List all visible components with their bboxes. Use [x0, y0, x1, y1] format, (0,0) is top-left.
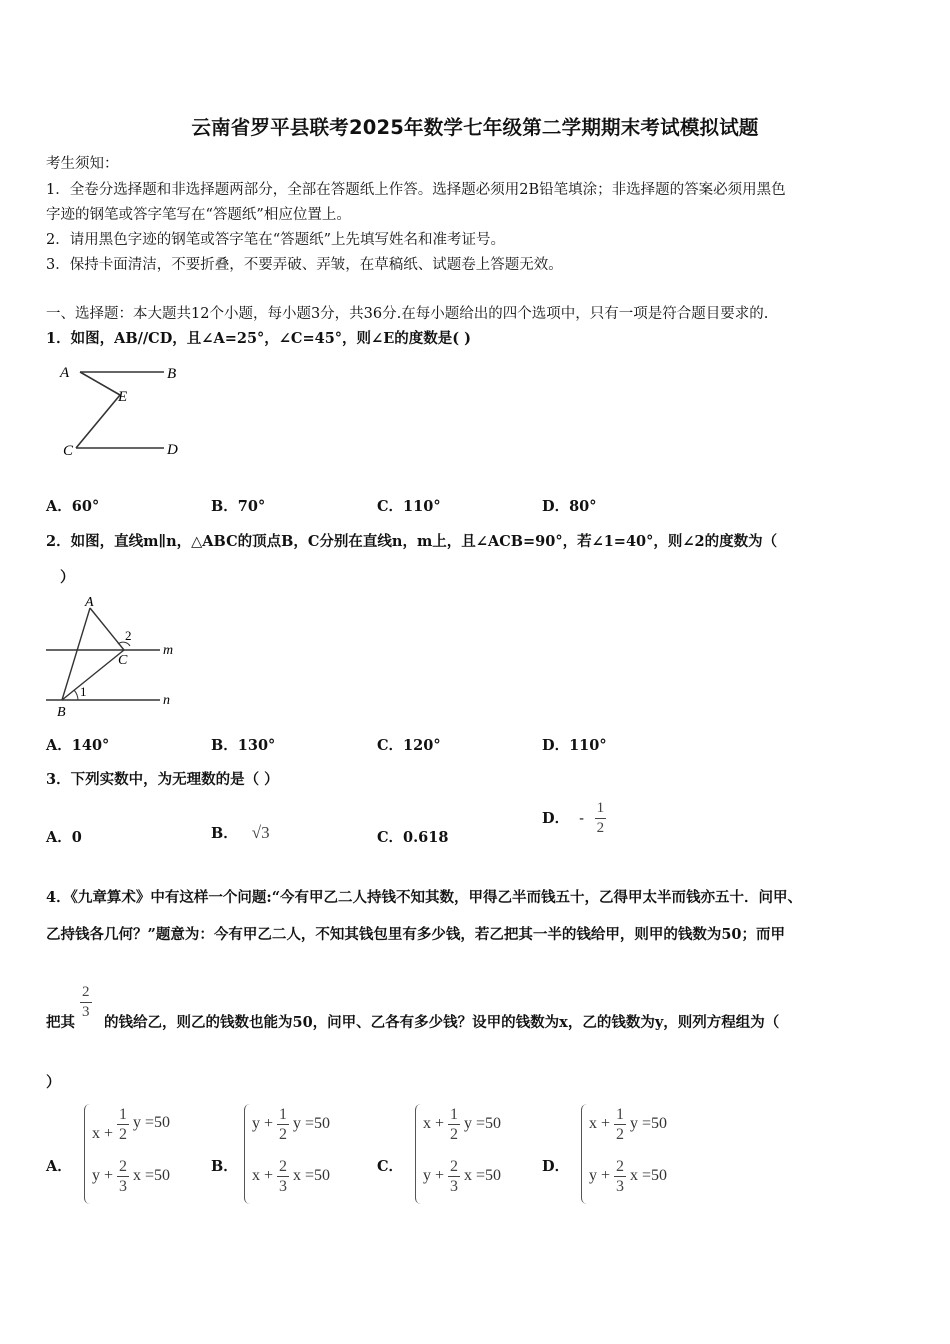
- section-heading: 一、选择题：本大题共12个小题，每小题3分，共36分.在每小题给出的四个选项中，只有一项是符合题目要求的.: [46, 306, 769, 322]
- question-3-text: 3．下列实数中，为无理数的是（ ）: [46, 771, 279, 788]
- q4-option-b-label[interactable]: B．: [211, 1158, 238, 1175]
- fig1-label-c: C: [63, 443, 74, 459]
- fig2-label-m: m: [163, 643, 174, 658]
- fig2-label-n: n: [163, 693, 170, 708]
- page-title: 云南省罗平县联考2025年数学七年级第二学期期末考试模拟试题: [191, 116, 759, 139]
- question-1-figure: [54, 358, 189, 463]
- fig2-label-a: A: [85, 595, 94, 610]
- q3-option-d[interactable]: D． - $\frac{1}{2}$: [542, 800, 605, 836]
- q4-option-a-label[interactable]: A．: [46, 1158, 72, 1175]
- q2-option-a[interactable]: A．140°: [46, 737, 110, 754]
- q3-option-c[interactable]: C．0.618: [377, 829, 449, 846]
- fig2-label-b: B: [57, 705, 66, 720]
- q4-option-d-label[interactable]: D．: [542, 1158, 570, 1175]
- notice-item-3: 3．保持卡面清洁，不要折叠，不要弄破、弄皱，在草稿纸、试题卷上答题无效。: [46, 257, 563, 273]
- fig2-label-2: 2: [125, 628, 132, 643]
- question-2-text: 2．如图，直线m∥n，△ABC的顶点B，C分别在直线n，m上，且∠ACB=90°，若∠1=40°，则∠2的度数为（: [46, 533, 778, 550]
- fig1-label-d: D: [167, 442, 178, 458]
- question-4-line-3-post: 的钱给乙，则乙的钱数也能为50，问甲、乙各有多少钱？设甲的钱数为x，乙的钱数为y，则列方程组为（: [104, 1014, 780, 1031]
- question-4-line-4: ）: [46, 1074, 61, 1091]
- question-4-line-2: 乙持钱各几何？”题意为：今有甲乙二人，不知其钱包里有多少钱，若乙把其一半的钱给甲，则甲的钱数为50；而甲: [46, 926, 786, 943]
- question-2-text-cont: ）: [60, 569, 75, 586]
- q2-option-c[interactable]: C．120°: [377, 737, 441, 754]
- question-4-line-1: 4．《九章算术》中有这样一个问题:“今有甲乙二人持钱不知其数，甲得乙半而钱五十，乙得甲太半而钱亦五十．问甲、: [46, 889, 803, 906]
- notice-item-2: 2．请用黑色字迹的钢笔或答字笔在“答题纸”上先填写姓名和准考证号。: [46, 232, 506, 248]
- q1-option-b[interactable]: B．70°: [211, 498, 266, 515]
- q3-option-a[interactable]: A．0: [46, 829, 82, 846]
- notice-item-1: 1．全卷分选择题和非选择题两部分，全部在答题纸上作答。选择题必须用2B铅笔填涂；非选择题的答案必须用黑色: [46, 182, 786, 198]
- q2-option-d[interactable]: D．110°: [542, 737, 607, 754]
- q1-option-c[interactable]: C．110°: [377, 498, 441, 515]
- fig1-label-e: E: [118, 389, 128, 405]
- q1-option-d[interactable]: D．80°: [542, 498, 597, 515]
- fig1-label-b: B: [167, 366, 177, 382]
- q3-option-b[interactable]: B． √3: [211, 823, 270, 842]
- fig2-label-1: 1: [80, 684, 87, 699]
- notice-item-1-cont: 字迹的钢笔或答字笔写在“答题纸”相应位置上。: [46, 207, 351, 223]
- fig1-label-a: A: [60, 365, 70, 381]
- question-2-figure: [44, 594, 179, 720]
- fig2-label-c: C: [118, 653, 128, 668]
- q2-option-b[interactable]: B．130°: [211, 737, 276, 754]
- question-4-line-3-pre: 把其: [46, 1014, 75, 1031]
- question-4-fraction: $\frac{2}{3}$: [82, 984, 90, 1020]
- q4-option-c-label[interactable]: C．: [377, 1158, 404, 1175]
- q1-option-a[interactable]: A．60°: [46, 498, 100, 515]
- notice-heading: 考生须知：: [46, 156, 119, 172]
- question-1-text: 1．如图，AB//CD，且∠A=25°，∠C=45°，则∠E的度数是( ): [46, 330, 472, 347]
